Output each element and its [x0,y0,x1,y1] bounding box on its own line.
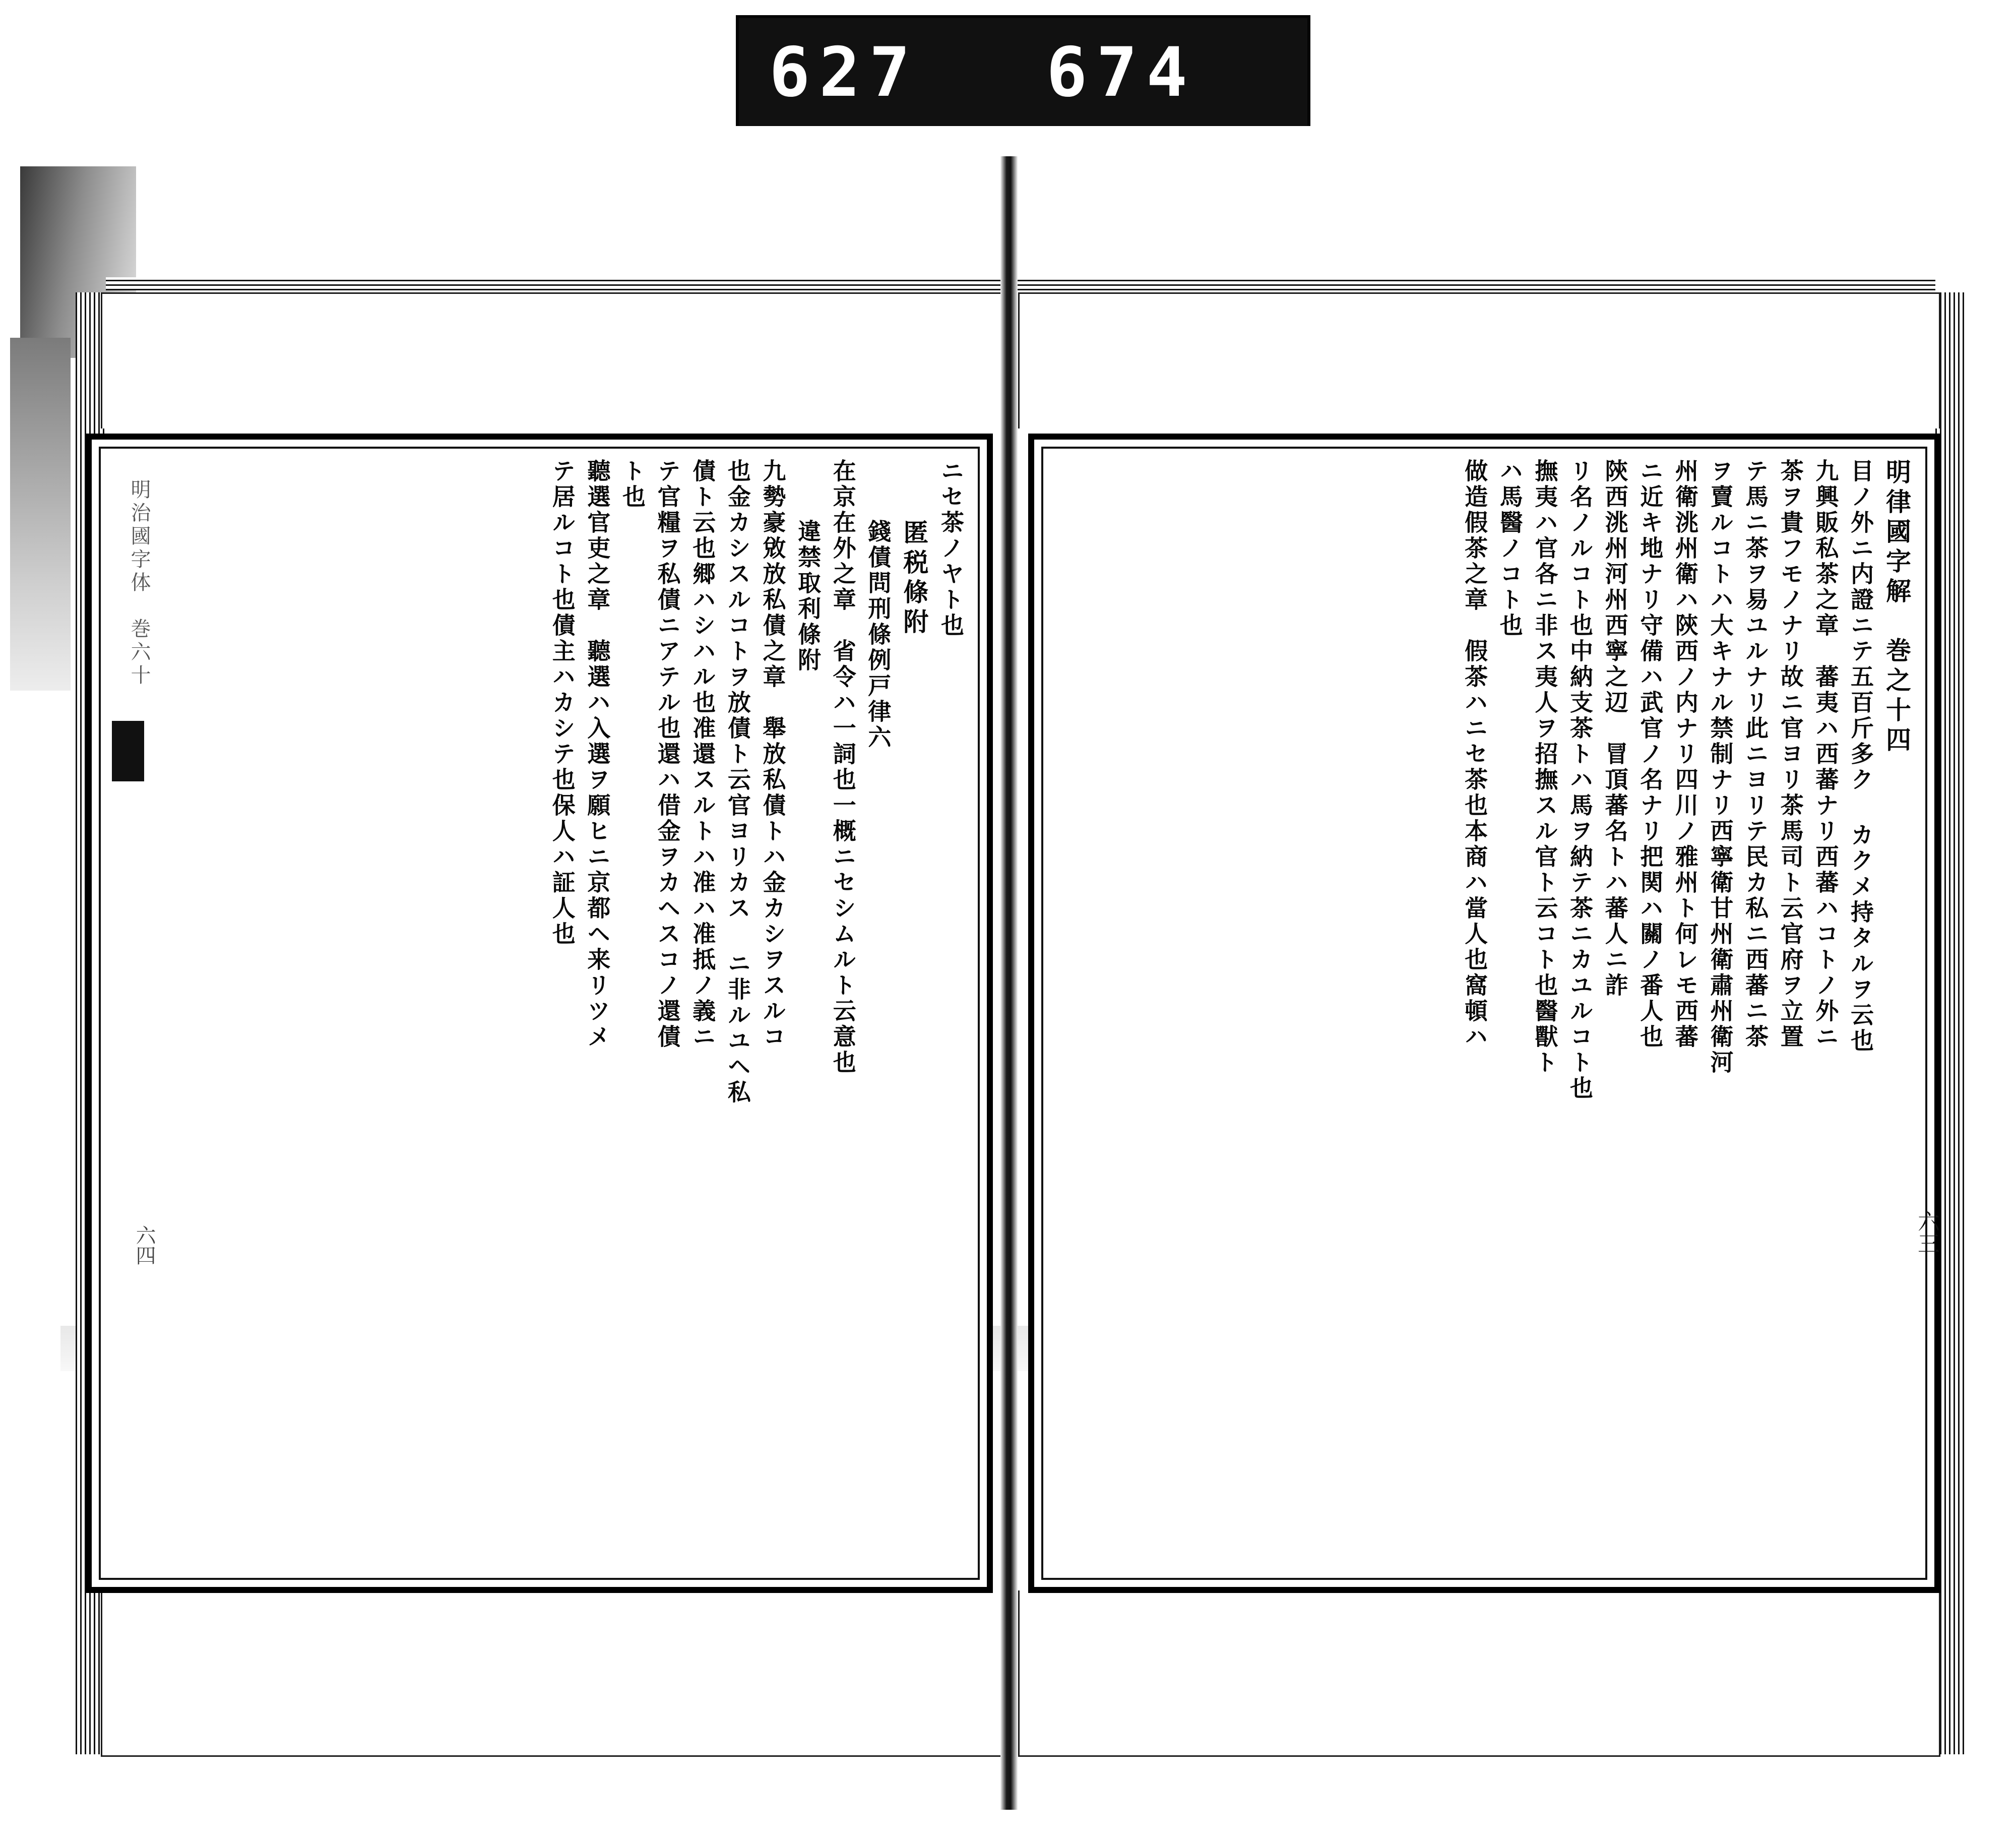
text-column: テ馬ニ茶ヲ易ユルナリ此ニヨリテ民カ私ニ西蕃ニ茶 [1742,459,1770,1050]
text-column: 州衛洮州衛ハ陝西ノ内ナリ四川ノ雅州ト何レモ西蕃 [1671,459,1699,1050]
scan-smudge-left-edge [10,338,71,691]
film-frame-number-left: 627 [769,33,919,112]
book-edge-top [106,277,1935,290]
scanned-book-spread [0,126,2016,1840]
text-column: 九勢豪敓放私債之章 舉放私債トハ金カシヲスルコ [759,459,787,1050]
text-column: 也金カシスルコトヲ放債ト云官ヨリカス ニ非ルユヘ私 [724,459,751,1106]
text-column: ニ近キ地ナリ守備ハ武官ノ名ナリ把関ハ關ノ番人也 [1636,459,1664,1050]
microfilm-frame-header [736,15,1310,129]
left-page-text-columns [111,459,968,1568]
text-column: 聽選官吏之章 聽選ハ入選ヲ願ヒニ京都ヘ来リツメ [584,459,611,1050]
text-column: 陝西洮州河州西寧之辺 冒頂蕃名トハ蕃人ニ詐 [1601,459,1629,999]
text-column: リ名ノルコト也中納支茶トハ馬ヲ納テ茶ニカユルコト也 [1566,459,1594,1101]
text-column: 九興販私茶之章 蕃夷ハ西蕃ナリ西蕃ハコトノ外ニ [1812,459,1840,1050]
right-page-text-columns [1053,459,1915,1568]
page-number-right: 六三 [1914,1210,1939,1254]
text-column: 做造假茶之章 假茶ハニセ茶也本商ハ當人也窩頓ハ [1461,459,1489,1050]
text-column: 債ト云也郷ハシハル也准還スルトハ准ハ准抵ノ義ニ [689,459,717,1050]
text-column: 撫夷ハ官各ニ非ス夷人ヲ招撫スル官ト云コト也醫獸ト [1531,459,1559,1076]
film-frame-number-right: 674 [1046,33,1196,112]
section-heading-tax-clause: 匿税條附 [899,519,929,638]
text-column: テ居ルコト也債主ハカシテ也保人ハ証人也 [548,459,576,947]
book-gutter [1000,156,1018,1810]
text-column: 在京在外之章 省令ハ一詞也一概ニセシムルト云意也 [829,459,857,1076]
text-column: ト也 [619,459,646,510]
page-sheet-left-top [101,292,1003,428]
text-column: ニセ茶ノヤト也 [937,459,965,639]
text-column: ハ馬醫ノコト也 [1496,459,1524,639]
page-sheet-right-bottom [1018,1590,1940,1757]
right-page-header-column: 明律國字解 巻之十四 [1882,459,1912,756]
section-heading-debt-clause: 錢債問刑條例戸律六 [864,519,892,751]
section-heading-illegal-interest: 違禁取利條附 [794,519,822,673]
page-sheet-right-top [1018,292,1940,428]
text-column: 茶ヲ貴フモノナリ故ニ官ヨリ茶馬司ト云官府ヲ立置 [1777,459,1804,1050]
page-number-left: 六四 [133,1225,156,1265]
text-column: テ官糧ヲ私債ニアテル也還ハ借金ヲカヘスコノ還債 [654,459,681,1050]
text-column: ヲ賣ルコトハ大キナル禁制ナリ西寧衛甘州衛肅州衛河 [1707,459,1734,1076]
spine-label-text: 明治國字体 巻六十 [128,479,151,688]
text-column: 目ノ外ニ内證ニテ五百斤多ク カクメ持タルヲ云也 [1847,459,1874,1054]
